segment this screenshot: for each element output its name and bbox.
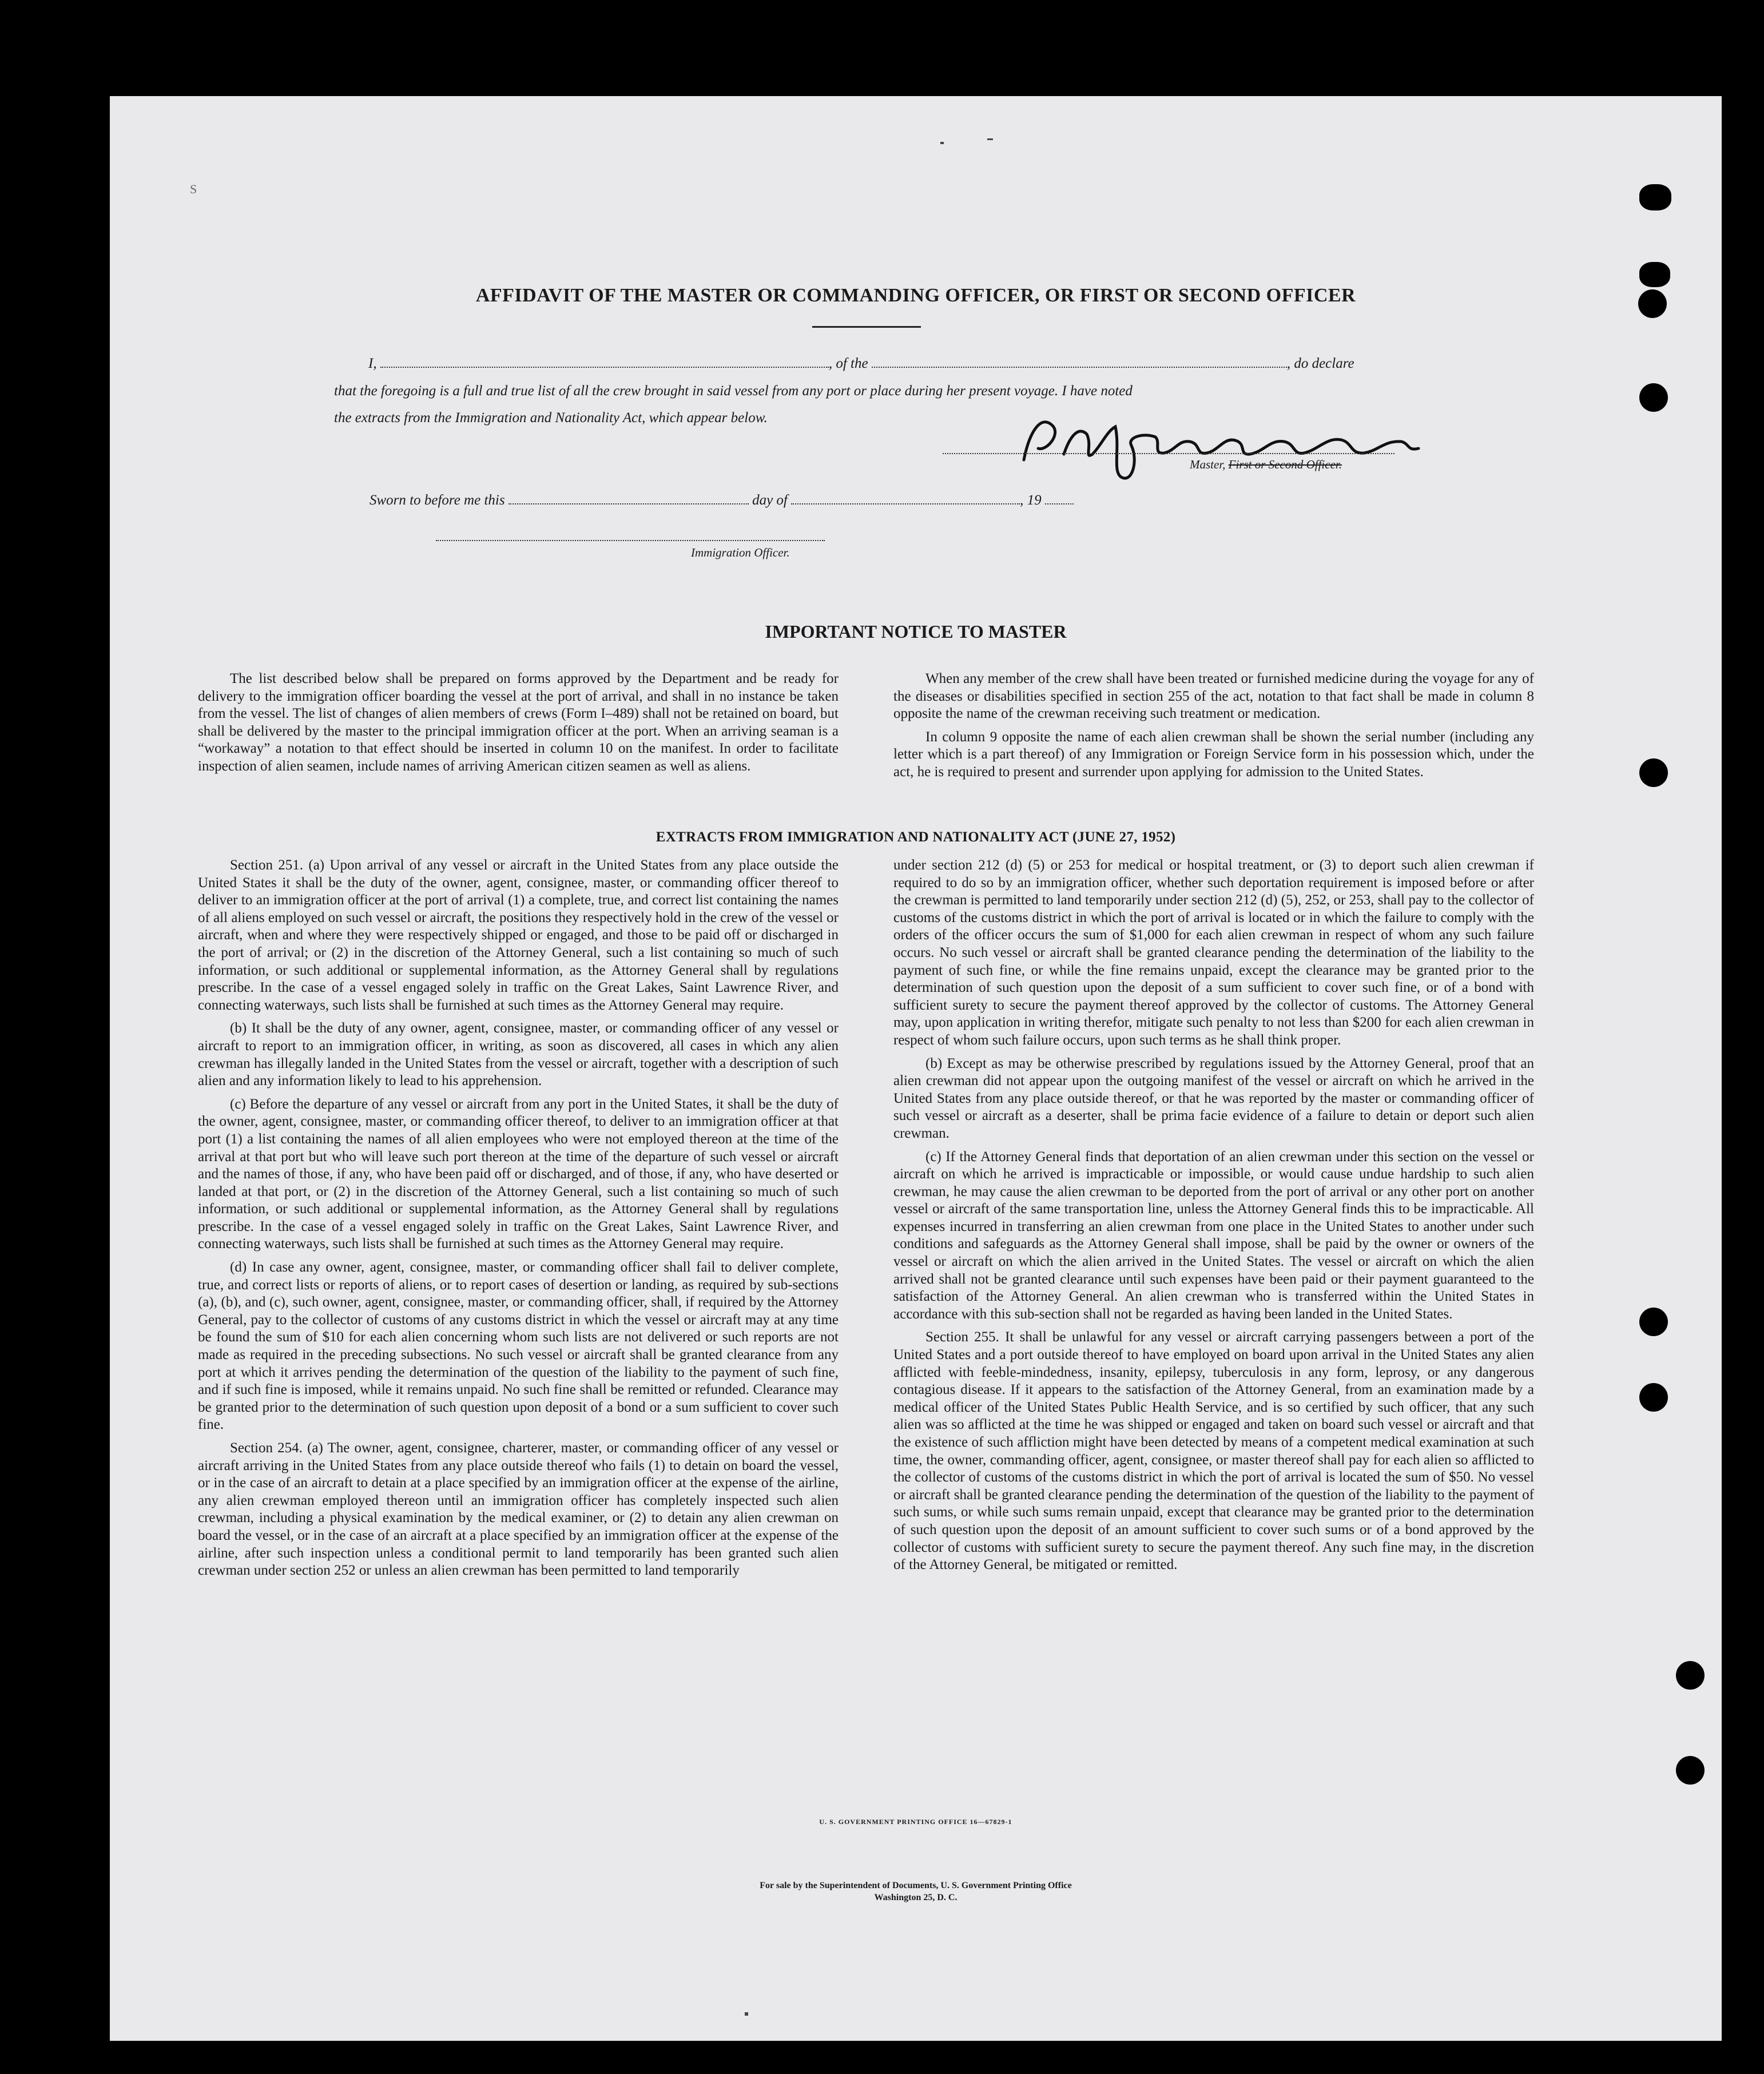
binder-hole	[1639, 1308, 1668, 1336]
affidavit-title: AFFIDAVIT OF THE MASTER OR COMMANDING OFFICER, OR FIRST OR SECOND OFFICER	[475, 285, 1356, 306]
binder-hole	[1638, 289, 1667, 318]
extracts-right-column	[893, 857, 1534, 1580]
affidavit-line-3: the extracts from the Immigration and Nationality Act, which appear below.	[334, 410, 768, 426]
signature-role-label: Master,	[1190, 458, 1226, 471]
officer-signature-line	[436, 540, 825, 541]
vessel-name-field[interactable]	[872, 366, 1287, 368]
binder-hole	[1639, 262, 1670, 287]
handwritten-signature	[1007, 391, 1476, 488]
sworn-day-field[interactable]	[508, 503, 749, 504]
sworn-year-field[interactable]	[1045, 503, 1074, 504]
signature-role	[1190, 458, 1342, 472]
extract-section-255: Section 255. It shall be unlawful for any vessel or aircraft carrying passengers between a port of the United States and a port outside thereof to have employed on board upon arrival in the United States any alien afflicted with feeble-mindedness, insanity, epilepsy, tuberculosis in any form, leprosy, or any dangerous contagious disease. If it appears to the satisfaction of the Attorney General, from an examination made by a medical officer of the United States Public Health Service, and is so certified by such officer, that any such alien was so afflicted at the time he was shipped or engaged and taken on board such vessel or aircraft and that the existence of such affliction might have been detected by means of a competent medical examination at such time, the owner, commanding officer, agent, consignee, or master thereof shall pay for each alien so afflicted to the collector of customs of the customs district in which the port of arrival is located the sum of $50. No vessel or aircraft shall be granted clearance pending the determination of the question of the liability to the payment of such sums, or while such sums remain unpaid, except that clearance may be granted prior to the determination of such question upon the deposit of an amount sufficient to cover such sums or of a bond approved by the collector of customs with sufficient surety to secure the payment thereof. Any such fine may, in the discretion of the Attorney General, be mitigated or remitted.	[893, 1329, 1534, 1573]
binder-hole	[1639, 758, 1668, 787]
binder-hole	[1639, 1383, 1668, 1412]
scan-speck	[745, 2012, 748, 2016]
sale-line-1: For sale by the Superintendent of Documents, U. S. Government Printing Office	[760, 1881, 1072, 1890]
binder-hole	[1639, 383, 1668, 412]
extracts-title: EXTRACTS FROM IMMIGRATION AND NATIONALITY ACT (JUNE 27, 1952)	[655, 829, 1176, 845]
sale-line-2: Washington 25, D. C.	[874, 1893, 958, 1902]
vessel-label: , of the	[828, 356, 868, 371]
affidavit-line-1	[368, 356, 1512, 372]
sworn-line	[370, 492, 1285, 508]
printing-office-line: U. S. GOVERNMENT PRINTING OFFICE 16—67829-1	[819, 1818, 1012, 1826]
notice-right-column	[893, 670, 1534, 787]
notice-right-paragraph-2: In column 9 opposite the name of each alien crewman shall be shown the serial number (including any letter which is a part thereof) of any Immigration or Foreign Service form in his possession which, under the act, he is required to present and surrender upon applying for admission to the United States.	[893, 729, 1534, 780]
signature-line	[943, 453, 1394, 454]
extract-section-251d: (d) In case any owner, agent, consignee, master, or commanding officer shall fail to deliver complete, true, and correct lists or reports of aliens, or to report cases of desertion or landing, as required by sub-sections (a), (b), and (c), such owner, agent, consignee, master, or commanding officer, shall, if required by the Attorney General, pay to the collector of customs of any customs district in which the vessel or aircraft may at any time be found the sum of $10 for each alien concerning whom such lists are not delivered or such reports are not made as required in the preceding subsections. No such vessel or aircraft shall be granted clearance from any port at which it arrives pending the determination of the question of the liability to the payment of such fine, and if such fine is imposed, while it remains unpaid. No such fine shall be remitted or refunded. Clearance may be granted prior to the determination of such question upon deposit of a bond or a sum sufficient to cover such fine.	[198, 1260, 839, 1433]
notice-title: IMPORTANT NOTICE TO MASTER	[765, 621, 1067, 642]
sworn-month-field[interactable]	[791, 503, 1020, 504]
notice-left-column	[198, 670, 839, 781]
extract-section-254a-cont: under section 212 (d) (5) or 253 for medical or hospital treatment, or (3) to deport such alien crewman if required to do so by an immigration officer, whether such deportation requirement is imposed before or after the crewman is permitted to land temporarily under section 212 (d) (5), 252, or 253, shall pay to the collector of customs of the customs district in which the port of arrival is located or in which the failure to comply with the orders of the officer occurs the sum of $1,000 for each alien crewman in respect of whom any such failure occurs. No such vessel or aircraft shall be granted clearance pending the determination of the liability to the payment of such fine, or while the fine remains unpaid, except the clearance may be granted prior to the determination of such question upon the deposit of a sum sufficient to cover such fine, or of a bond with sufficient surety to secure the payment thereof approved by the collector of customs. The Attorney General may, upon application in writing therefor, mitigate such penalty to not less than $200 for each alien crewman in respect of whom such failure occurs, upon such terms as he shall think proper.	[893, 857, 1534, 1048]
binder-hole	[1676, 1661, 1705, 1690]
margin-mark: S	[190, 182, 197, 196]
declare-label: , do declare	[1286, 356, 1354, 371]
affidavit-line-2: that the foregoing is a full and true list of all the crew brought in said vessel from any port or place during her present voyage. I have noted	[334, 383, 1133, 399]
extracts-left-column	[198, 857, 839, 1586]
extract-section-254b: (b) Except as may be otherwise prescribed by regulations issued by the Attorney General, proof that an alien crewman did not appear upon the outgoing manifest of the vessel or aircraft on which he arrived in the United States from any place outside thereof, or that he was reported by the master or commanding officer of such vessel or aircraft as a deserter, shall be prima facie evidence of a failure to detain or deport such alien crewman.	[893, 1055, 1534, 1141]
declarant-name-field[interactable]	[380, 366, 829, 368]
extract-section-254c: (c) If the Attorney General finds that deportation of an alien crewman under this section on the vessel or aircraft on which he arrived is impracticable or impossible, or would cause undue hardship to such alien crewman, he may cause the alien crewman to be deported from the port of arrival or any other port on another vessel or aircraft of the same transportation line, unless the Attorney General finds this to be impracticable. All expenses incurred in transferring an alien crewman from one place in the United States to another under such conditions and safeguards as the Attorney General shall impose, shall be paid by the owner or owners of the vessel or aircraft on which the alien arrived in the United States. The vessel or aircraft on which the alien arrived shall not be granted clearance until such expenses have been paid or their payment guaranteed to the satisfaction of the Attorney General. An alien crewman who is transferred within the United States in accordance with this sub-section shall not be regarded as having been landed in the United States.	[893, 1149, 1534, 1322]
binder-hole	[1639, 184, 1671, 210]
notice-right-paragraph-1: When any member of the crew shall have been treated or furnished medicine during the voyage for any of the diseases or disabilities specified in section 255 of the act, notation to that fact shall be made in column 8 opposite the name of the crewman receiving such treatment or medication.	[893, 671, 1534, 722]
extract-section-254a: Section 254. (a) The owner, agent, consignee, charterer, master, or commanding officer of any vessel or aircraft arriving in the United States from any place outside thereof who fails (1) to detain on board the vessel, or in the case of an aircraft to detain at a place specified by an immigration officer at the expense of the airline, any alien crewman employed thereon until an immigration officer has completely inspected such alien crewman, including a physical examination by the medical examiner, or (2) to detain any alien crewman on board the vessel, or in the case of an aircraft at a place specified by an immigration officer at the expense of the airline, after such inspection unless a conditional permit to land temporarily has been granted such alien crewman under section 252 or unless an alien crewman has been permitted to land temporarily	[198, 1440, 839, 1579]
year-label: , 19	[1020, 492, 1042, 508]
sale-notice	[110, 1880, 1722, 1904]
declarant-label: I,	[368, 356, 377, 371]
extract-section-251a: Section 251. (a) Upon arrival of any vessel or aircraft in the United States from any place outside the United States it shall be the duty of the owner, agent, consignee, master, or commanding officer thereof to deliver to an immigration officer at the port of arrival (1) a complete, true, and correct list containing the names of all aliens employed on such vessel or aircraft, the positions they respectively hold in the crew of the vessel or aircraft, when and where they were respectively shipped or engaged, and those to be paid off or discharged in the port of arrival; or (2) in the discretion of the Attorney General, such a list containing so much of such information, or such additional or supplemental information, as the Attorney General shall by regulations prescribe. In the case of a vessel engaged solely in traffic on the Great Lakes, Saint Lawrence River, and connecting waterways, such lists shall be furnished at such times as the Attorney General may require.	[198, 857, 839, 1013]
day-of-label: day of	[752, 492, 788, 508]
officer-caption: Immigration Officer.	[691, 546, 790, 559]
title-divider	[812, 326, 921, 328]
sworn-label: Sworn to before me this	[370, 492, 505, 508]
scan-speck	[940, 142, 944, 144]
notice-left-paragraph: The list described below shall be prepared on forms approved by the Department and be ready for delivery to the immigration officer boarding the vessel at the port of arrival, and shall in no instance be taken from the vessel. The list of changes of alien members of crews (Form I–489) shall not be retained on board, but shall be delivered by the master to the principal immigration officer at the port. When an arriving seaman is a “workaway” a notation to that effect should be inserted in column 10 on the manifest. In order to facilitate inspection of alien seamen, include names of arriving American citizen seamen as well as aliens.	[198, 671, 839, 774]
document-page	[110, 96, 1722, 2041]
binder-hole	[1676, 1756, 1705, 1785]
scan-speck	[987, 138, 993, 140]
signature-role-struck: First or Second Officer.	[1228, 458, 1342, 471]
signature-glyph	[1007, 391, 1476, 488]
extract-section-251c: (c) Before the departure of any vessel or aircraft from any port in the United States, it shall be the duty of the owner, agent, consignee, master, or commanding officer thereof, to deliver to an immigration officer at that port (1) a list containing the names of all alien employees who were not employed thereon at the time of the arrival at that port but who will leave such port thereon at the time of the departure of such vessel or aircraft and the names of those, if any, who have been paid off or discharged, and of those, if any, who have deserted or landed at that port, or (2) in the discretion of the Attorney General, such a list containing so much of such information, or such additional or supplemental information, as the Attorney General shall by regulations prescribe. In the case of a vessel engaged solely in traffic on the Great Lakes, Saint Lawrence River, and connecting waterways, such lists shall be furnished at such times as the Attorney General may require.	[198, 1096, 839, 1252]
extract-section-251b: (b) It shall be the duty of any owner, agent, consignee, master, or commanding officer of any vessel or aircraft to report to an immigration officer, in writing, as soon as discovered, all cases in which any alien crewman has illegally landed in the United States from the vessel or aircraft, together with a description of such alien and any information likely to lead to his apprehension.	[198, 1020, 839, 1089]
